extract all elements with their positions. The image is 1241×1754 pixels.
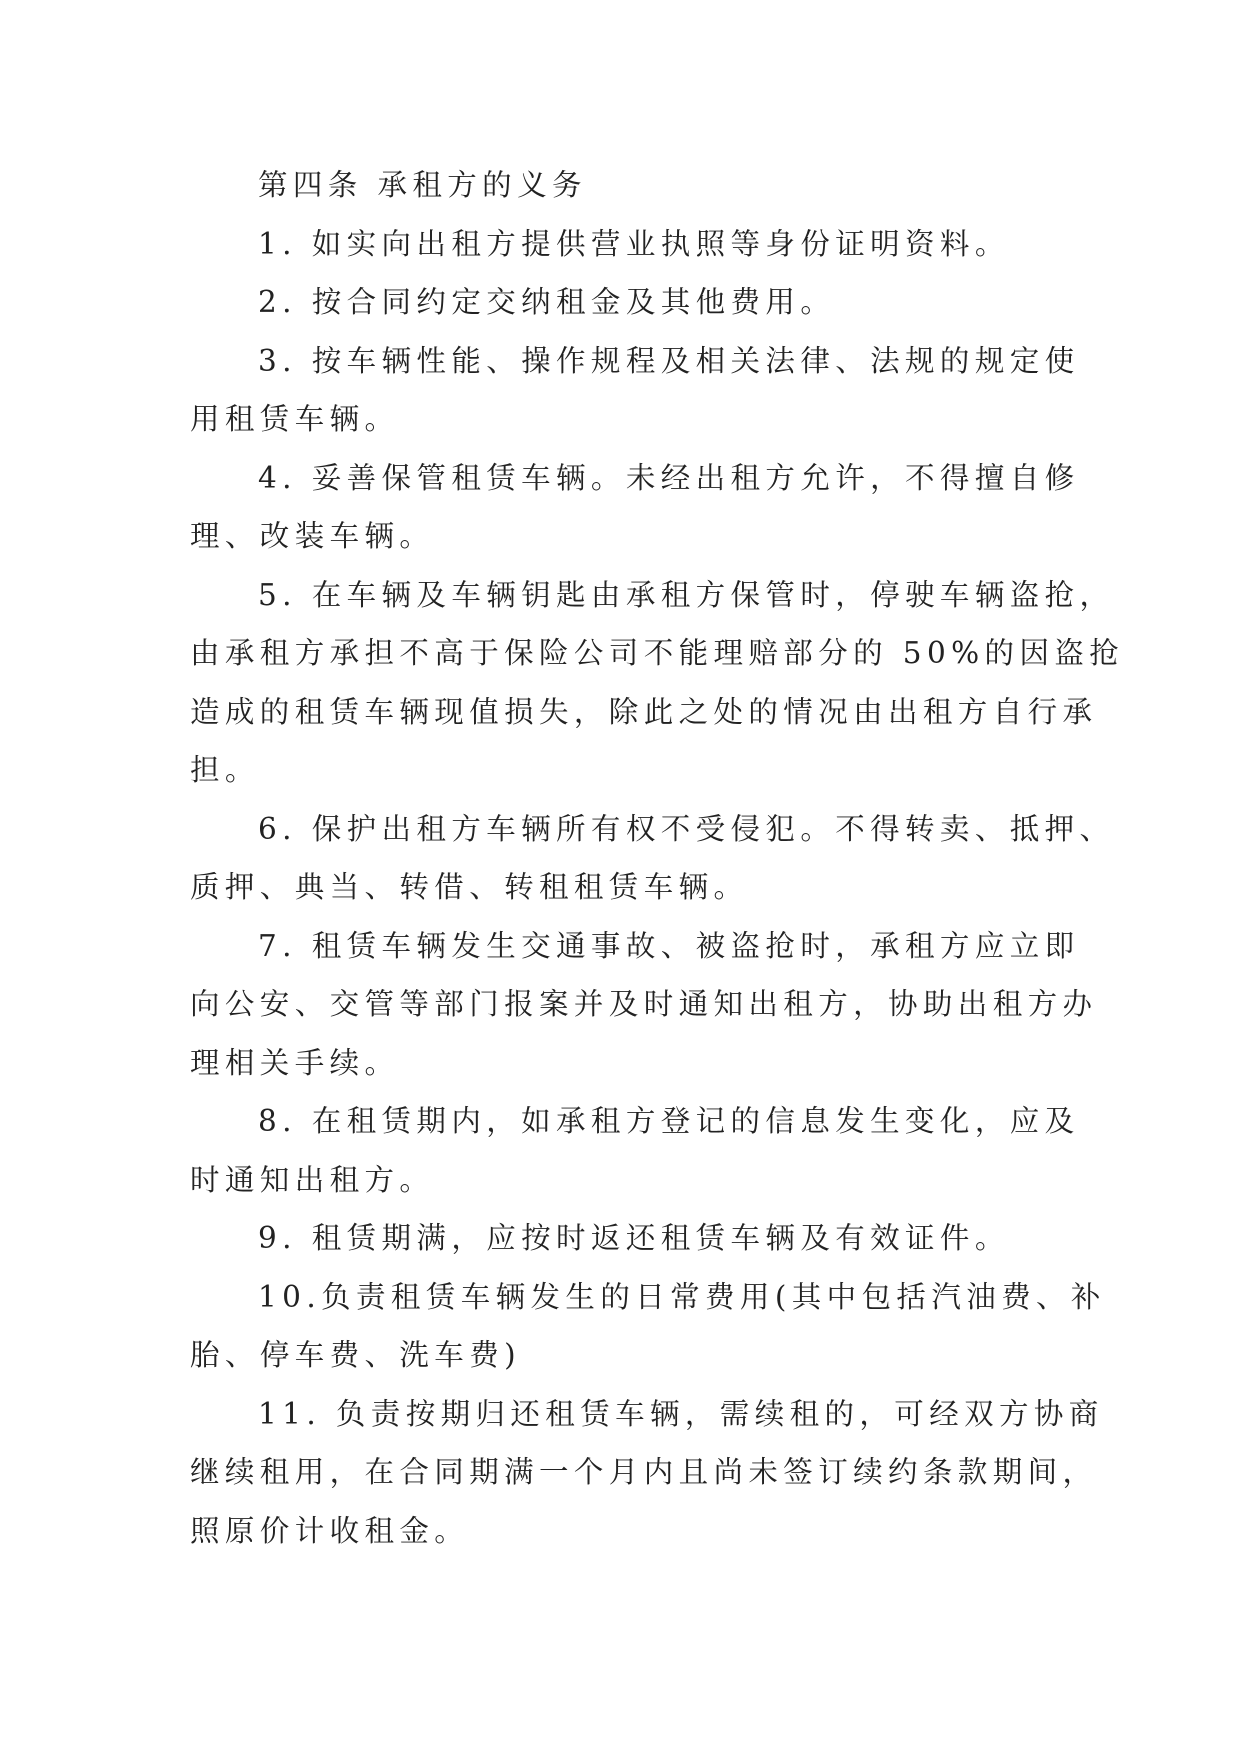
obligation-line: 理、改装车辆。 bbox=[190, 519, 435, 553]
obligation-line: 8. 在租赁期内，如承租方登记的信息发生变化，应及 bbox=[258, 1104, 1080, 1138]
obligation-line: 质押、典当、转借、转租租赁车辆。 bbox=[190, 870, 749, 904]
article-heading bbox=[190, 156, 1070, 215]
obligation-line: 11. 负责按期归还租赁车辆，需续租的，可经双方协商 bbox=[258, 1396, 1104, 1431]
obligation-item bbox=[190, 800, 1115, 917]
document-body bbox=[190, 156, 1125, 1560]
obligation-item bbox=[190, 332, 1080, 449]
obligation-item bbox=[190, 215, 1070, 274]
heading-text: 第四条 承租方的义务 bbox=[258, 168, 587, 202]
obligation-line: 担。 bbox=[190, 753, 260, 787]
obligation-line: 10.负责租赁车辆发生的日常费用(其中包括汽油费、补 bbox=[258, 1279, 1106, 1314]
obligation-item bbox=[190, 917, 1098, 1093]
obligation-line: 2. 按合同约定交纳租金及其他费用。 bbox=[258, 285, 836, 319]
obligation-line: 9. 租赁期满，应按时返还租赁车辆及有效证件。 bbox=[258, 1221, 1010, 1255]
obligation-item bbox=[190, 1385, 1104, 1561]
obligation-item bbox=[190, 1209, 1070, 1268]
obligation-line: 7. 租赁车辆发生交通事故、被盗抢时，承租方应立即 bbox=[258, 928, 1080, 963]
obligation-line: 5. 在车辆及车辆钥匙由承租方保管时，停驶车辆盗抢， bbox=[258, 577, 1115, 612]
obligation-line: 4. 妥善保管租赁车辆。未经出租方允许，不得擅自修 bbox=[258, 460, 1080, 495]
obligation-list bbox=[190, 215, 1125, 1561]
obligation-line: 继续租用，在合同期满一个月内且尚未签订续约条款期间， bbox=[190, 1455, 1098, 1489]
obligation-item bbox=[190, 449, 1080, 566]
obligation-line: 造成的租赁车辆现值损失，除此之处的情况由出租方自行承 bbox=[190, 694, 1098, 729]
obligation-line: 时通知出租方。 bbox=[190, 1162, 435, 1197]
obligation-line: 3. 按车辆性能、操作规程及相关法律、法规的规定使 bbox=[258, 343, 1080, 378]
obligation-item bbox=[190, 1092, 1080, 1209]
obligation-item bbox=[190, 273, 1070, 332]
obligation-line: 1. 如实向出租方提供营业执照等身份证明资料。 bbox=[258, 226, 1010, 261]
obligation-line: 胎、停车费、洗车费) bbox=[190, 1338, 522, 1372]
obligation-line: 由承租方承担不高于保险公司不能理赔部分的 50%的因盗抢 bbox=[190, 636, 1125, 670]
obligation-line: 向公安、交管等部门报案并及时通知出租方，协助出租方办 bbox=[190, 987, 1098, 1021]
obligation-line: 用租赁车辆。 bbox=[190, 402, 400, 436]
obligation-line: 6. 保护出租方车辆所有权不受侵犯。不得转卖、抵押、 bbox=[258, 811, 1115, 846]
obligation-line: 照原价计收租金。 bbox=[190, 1513, 470, 1548]
obligation-line: 理相关手续。 bbox=[190, 1045, 400, 1080]
obligation-item bbox=[190, 1268, 1106, 1385]
obligation-item bbox=[190, 566, 1125, 800]
